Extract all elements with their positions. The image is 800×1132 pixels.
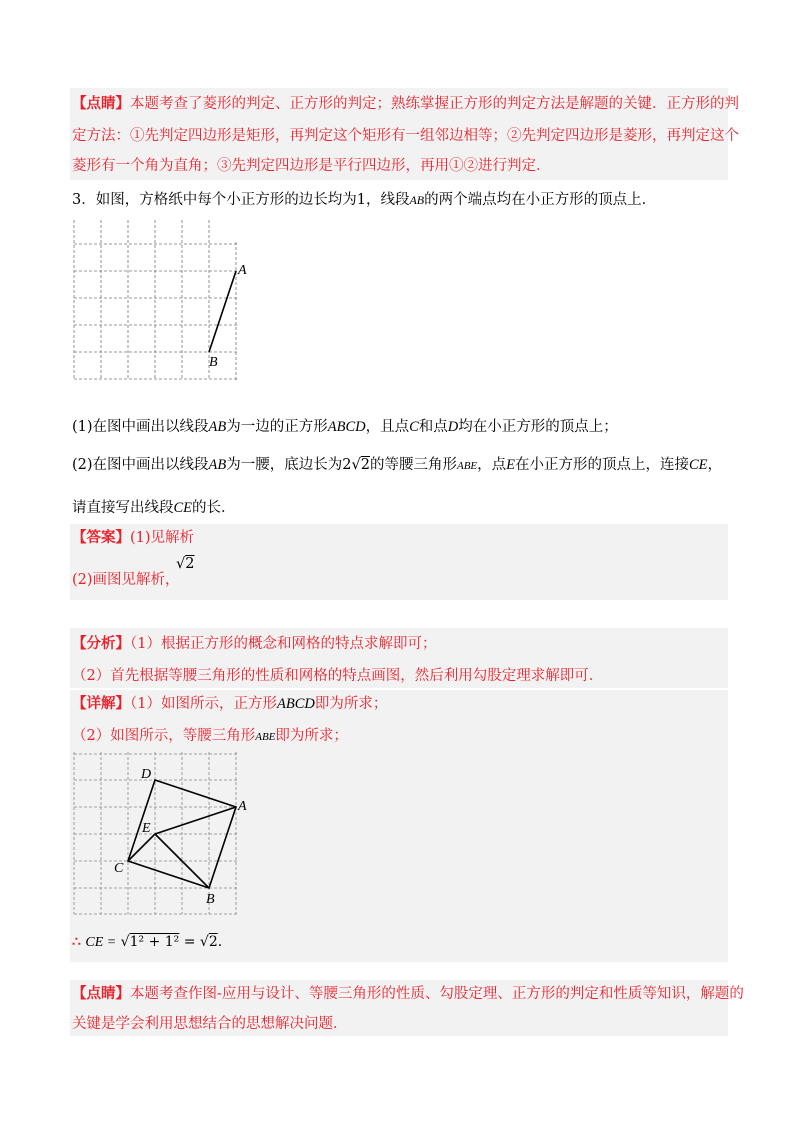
part1-text-a: (1)在图中画出以线段	[72, 419, 209, 435]
part2-line2-text-a: 请直接写出线段	[72, 500, 174, 516]
part1-abcd: ABCD	[327, 419, 366, 435]
note-line-3	[72, 158, 551, 174]
stem-ab: AB	[409, 193, 425, 207]
part2-abe: ABE	[456, 460, 478, 472]
detail-line-1	[72, 696, 387, 712]
figure-1-grid	[66, 216, 250, 386]
answer-radicand: 2	[185, 556, 195, 572]
part2-ce: CE	[689, 457, 708, 473]
fig2-label-a: A	[238, 799, 247, 814]
note-text-2: 定方法：①先判定四边形是矩形，再判定这个矩形有一组邻边相等；②先判定四边形是菱形，再判定这个	[72, 128, 739, 144]
answer-text-1: (1)见解析	[130, 530, 195, 546]
question-part-1	[72, 419, 618, 435]
question-stem	[72, 192, 656, 208]
part2-text-e: 在小正方形的顶点上，连接	[515, 457, 690, 473]
detail-abe: ABE	[255, 731, 276, 743]
question-part-2	[72, 457, 722, 474]
part1-ab: AB	[208, 419, 227, 435]
question-number: 3．	[72, 192, 96, 208]
note-line-1	[72, 96, 739, 112]
formula-result: 2	[208, 934, 218, 950]
ce-formula	[72, 934, 222, 951]
fig1-label-b: B	[209, 355, 218, 370]
fig2-label-b: B	[206, 892, 215, 907]
part2-point-e: E	[506, 457, 516, 473]
formula-result-sqrt: √	[199, 934, 209, 950]
detail-line-2	[72, 728, 348, 745]
part2-text-d: ，点	[477, 457, 507, 473]
analysis-text-2: （2）首先根据等腰三角形的性质和网格的特点画图，然后利用勾股定理求解即可．	[72, 668, 604, 684]
note-text-1: 本题考查了菱形的判定、正方形的判定；熟练掌握正方形的判定方法是解题的关键．正方形的判	[130, 96, 739, 112]
answer-text-2: (2)画图见解析，	[72, 572, 180, 588]
note-tag: 【点睛】	[72, 95, 130, 112]
summary-tag: 【点睛】	[72, 985, 130, 1002]
formula-radicand: 1² + 1²	[129, 934, 180, 950]
answer-line-1	[72, 530, 194, 546]
answer-tag: 【答案】	[72, 529, 130, 546]
detail-text-1b: 即为所求；	[314, 696, 388, 712]
part2-ab: AB	[208, 457, 227, 473]
part2-line2-text-b: 的长．	[192, 500, 236, 516]
analysis-text-1: （1）根据正方形的概念和网格的特点求解即可；	[130, 636, 437, 652]
part2-line2-ce: CE	[173, 500, 193, 516]
part2-coefficient: 2	[342, 457, 352, 473]
sqrt-sign: √	[351, 457, 361, 473]
answer-line-2	[72, 572, 180, 588]
detail-text-2b: 即为所求；	[275, 728, 348, 744]
question-part-2-line-2	[72, 500, 236, 516]
stem-text-b: 的两个端点均在小正方形的顶点上．	[424, 192, 657, 208]
formula-end: .	[217, 934, 223, 950]
part2-text-a: (2)在图中画出以线段	[72, 457, 209, 473]
analysis-line-1	[72, 636, 436, 652]
note-text-3: 菱形有一个角为直角；③先判定四边形是平行四边形，再用①②进行判定．	[72, 158, 551, 174]
summary-line-1	[72, 986, 744, 1002]
segment-ae	[155, 807, 236, 834]
fig2-label-d: D	[141, 767, 152, 782]
stem-text-a: 如图，方格纸中每个小正方形的边长均为1，线段	[95, 192, 410, 208]
formula-equals: =	[183, 934, 196, 950]
part1-point-c: C	[409, 419, 419, 435]
analysis-tag: 【分析】	[72, 635, 130, 652]
part2-radicand: 2	[360, 457, 370, 473]
fig1-label-a: A	[238, 263, 247, 278]
detail-abcd: ABCD	[276, 696, 315, 712]
detail-text-2a: （2）如图所示，等腰三角形	[72, 728, 256, 744]
figure-2-solution	[66, 748, 256, 918]
part1-point-d: D	[447, 419, 459, 435]
segment-ab	[209, 271, 236, 352]
fig2-label-c: C	[114, 861, 124, 876]
therefore-symbol: ∴	[72, 934, 81, 950]
part2-text-c: 的等腰三角形	[369, 457, 457, 473]
part1-text-c: ，且点	[365, 419, 410, 435]
part1-text-e: 均在小正方形的顶点上；	[458, 419, 618, 435]
part2-text-b: 为一腰，底边长为	[226, 457, 343, 473]
answer-sqrt	[176, 556, 194, 572]
fig2-label-e: E	[142, 821, 151, 836]
summary-text-1: 本题考查作图-应用与设计、等腰三角形的性质、勾股定理、正方形的判定和性质等知识，解题的	[130, 986, 744, 1002]
formula-sqrt-sign: √	[120, 934, 130, 950]
summary-line-2	[72, 1016, 348, 1032]
formula-lhs: CE =	[85, 935, 117, 950]
part1-text-b: 为一边的正方形	[226, 419, 328, 435]
analysis-line-2	[72, 668, 603, 684]
detail-text-1a: （1）如图所示，正方形	[130, 696, 277, 712]
answer-sqrt-sign: √	[176, 556, 186, 572]
part2-text-f: ，	[707, 457, 723, 473]
detail-tag: 【详解】	[72, 695, 130, 712]
note-line-2	[72, 128, 739, 144]
part1-text-d: 和点	[418, 419, 448, 435]
summary-text-2: 关键是学会利用思想结合的思想解决问题．	[72, 1016, 348, 1032]
